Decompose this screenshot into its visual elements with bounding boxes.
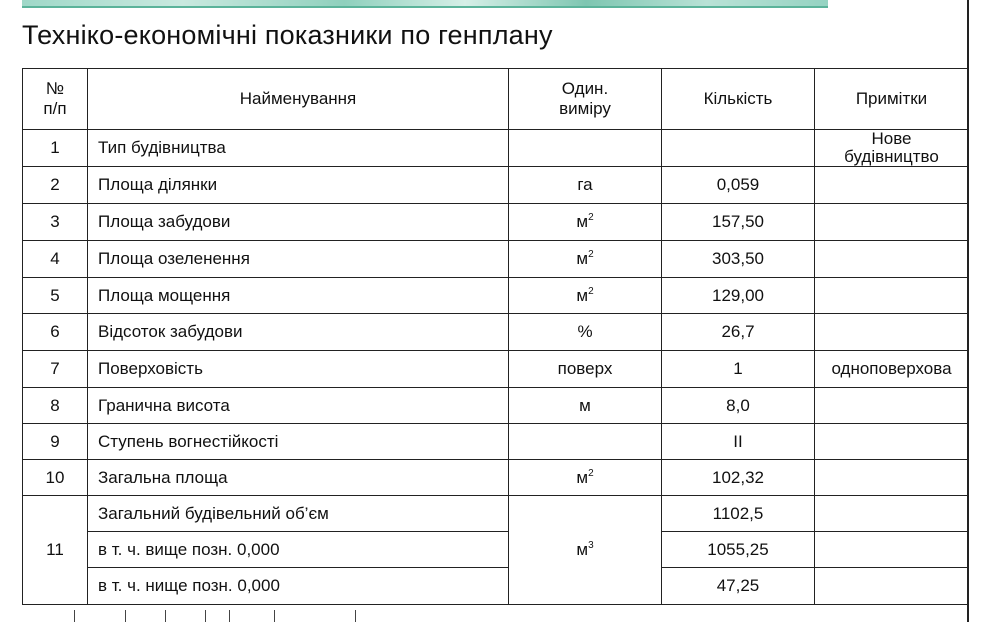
cell-note	[815, 130, 969, 167]
cell-num	[23, 130, 88, 167]
unit-text: поверх	[557, 359, 613, 378]
unit-text: м	[576, 467, 589, 487]
cell-qty	[662, 241, 815, 278]
row-qty: 0,059	[716, 175, 760, 194]
table-row	[23, 460, 969, 496]
cell-name	[88, 130, 509, 167]
unit-exponent: 2	[588, 467, 594, 479]
row-qty: 26,7	[721, 322, 755, 341]
row-number: 4	[50, 249, 60, 268]
table-row	[23, 314, 969, 351]
cell-qty	[662, 388, 815, 424]
cell-num	[23, 424, 88, 460]
cell-qty	[662, 496, 815, 532]
cell-name	[88, 241, 509, 278]
unit-text: м	[576, 212, 589, 231]
cell-note	[815, 460, 969, 496]
table-row	[23, 130, 969, 167]
cell-note	[815, 241, 969, 278]
cell-note	[815, 388, 969, 424]
table-header-row	[23, 69, 969, 130]
unit-text: %	[577, 322, 593, 341]
row-qty: 47,25	[716, 576, 760, 595]
row-name: Ступень вогнестійкості	[98, 431, 279, 451]
cell-qty	[662, 204, 815, 241]
row-name: Тип будівництва	[98, 138, 226, 157]
row-name: Гранична висота	[98, 395, 230, 415]
header-num-label: № п/п	[43, 79, 67, 118]
cell-num	[23, 351, 88, 388]
cell-note	[815, 424, 969, 460]
row-qty: 129,00	[712, 285, 764, 305]
row-name: Загальний будівельний об’єм	[98, 503, 329, 523]
row-name: Відсоток забудови	[98, 322, 243, 341]
row-qty: 157,50	[712, 212, 764, 231]
row-qty: 1102,5	[712, 503, 764, 523]
row-qty: II	[733, 431, 743, 451]
unit-text: м	[579, 395, 591, 415]
cell-unit	[509, 241, 662, 278]
row-name: в т. ч. вище позн. 0,000	[98, 539, 280, 559]
cell-note	[815, 496, 969, 532]
cell-note	[815, 314, 969, 351]
cell-qty	[662, 351, 815, 388]
cell-unit	[509, 278, 662, 314]
cell-name	[88, 460, 509, 496]
unit-exponent: 3	[588, 540, 594, 551]
page-title: Техніко-економічні показники по генплану	[22, 20, 553, 50]
unit-text: м	[576, 540, 589, 559]
cell-qty	[662, 532, 815, 568]
row-number: 7	[50, 359, 60, 378]
row-number: 2	[50, 175, 60, 194]
table-row	[23, 167, 969, 204]
cell-name	[88, 314, 509, 351]
unit-exponent: 2	[588, 285, 594, 297]
header-name-label: Найменування	[239, 89, 357, 108]
row-number: 3	[50, 212, 60, 231]
cell-num	[23, 241, 88, 278]
header-name	[88, 69, 509, 130]
row-number: 1	[50, 138, 60, 157]
cell-num	[23, 460, 88, 496]
row-number: 5	[50, 285, 60, 305]
cell-qty	[662, 167, 815, 204]
row-name: Поверховість	[98, 359, 203, 378]
row-number: 9	[50, 431, 60, 451]
cell-note	[815, 167, 969, 204]
cell-name	[88, 388, 509, 424]
header-qty	[662, 69, 815, 130]
cell-num	[23, 314, 88, 351]
cell-name	[88, 424, 509, 460]
indicators-table	[22, 68, 969, 605]
header-unit	[509, 69, 662, 130]
cell-name	[88, 351, 509, 388]
unit-exponent: 2	[588, 212, 594, 223]
row-name: в т. ч. нище позн. 0,000	[98, 576, 280, 595]
table-row	[23, 532, 969, 568]
cell-unit	[509, 130, 662, 167]
row-qty: 8,0	[726, 395, 750, 415]
row-note: одноповерхова	[831, 359, 952, 378]
table-row	[23, 278, 969, 314]
row-number: 8	[50, 395, 60, 415]
row-name: Площа озеленення	[98, 249, 250, 268]
cell-qty	[662, 460, 815, 496]
table-row	[23, 241, 969, 278]
cell-qty	[662, 130, 815, 167]
table-row	[23, 424, 969, 460]
cell-note	[815, 351, 969, 388]
row-name: Площа мощення	[98, 285, 231, 305]
cell-unit	[509, 460, 662, 496]
cell-num	[23, 167, 88, 204]
unit-text: м	[576, 285, 589, 305]
unit-text: м	[576, 249, 589, 268]
cell-note	[815, 532, 969, 568]
row-qty: 1	[733, 359, 743, 378]
row-name: Загальна площа	[98, 467, 228, 487]
unit-text: га	[577, 175, 593, 194]
cell-name	[88, 568, 509, 605]
cell-name	[88, 496, 509, 532]
header-note-label: Примітки	[855, 89, 928, 108]
cell-num	[23, 278, 88, 314]
header-num	[23, 69, 88, 130]
cell-name	[88, 204, 509, 241]
cell-qty	[662, 314, 815, 351]
header-qty-label: Кількість	[703, 89, 773, 108]
table-row	[23, 204, 969, 241]
table-body	[23, 130, 969, 605]
row-number: 6	[50, 322, 60, 341]
row-qty: 102,32	[712, 467, 764, 487]
row-note: Нове будівництво	[844, 129, 939, 166]
cell-unit	[509, 424, 662, 460]
cell-unit	[509, 388, 662, 424]
cell-note	[815, 204, 969, 241]
cell-note	[815, 278, 969, 314]
cell-name	[88, 167, 509, 204]
footer-stamp-grid	[22, 610, 968, 622]
cell-unit	[509, 314, 662, 351]
row-number: 10	[45, 467, 65, 487]
header-unit-label: Один. виміру	[559, 79, 611, 118]
cell-name	[88, 278, 509, 314]
unit-exponent: 2	[588, 249, 594, 260]
row-name: Площа забудови	[98, 212, 231, 231]
row-qty: 303,50	[712, 249, 764, 268]
map-image-strip	[22, 0, 828, 8]
cell-num	[23, 204, 88, 241]
cell-num	[23, 388, 88, 424]
header-note	[815, 69, 969, 130]
table-row	[23, 351, 969, 388]
cell-unit	[509, 496, 662, 605]
cell-unit	[509, 204, 662, 241]
table-row	[23, 388, 969, 424]
table-row	[23, 496, 969, 532]
cell-unit	[509, 167, 662, 204]
cell-name	[88, 532, 509, 568]
cell-qty	[662, 568, 815, 605]
cell-qty	[662, 424, 815, 460]
row-qty: 1055,25	[707, 539, 769, 559]
row-name: Площа ділянки	[98, 175, 218, 194]
cell-unit	[509, 351, 662, 388]
cell-qty	[662, 278, 815, 314]
cell-note	[815, 568, 969, 605]
table-row	[23, 568, 969, 605]
row-number: 11	[46, 540, 64, 559]
cell-num	[23, 496, 88, 605]
